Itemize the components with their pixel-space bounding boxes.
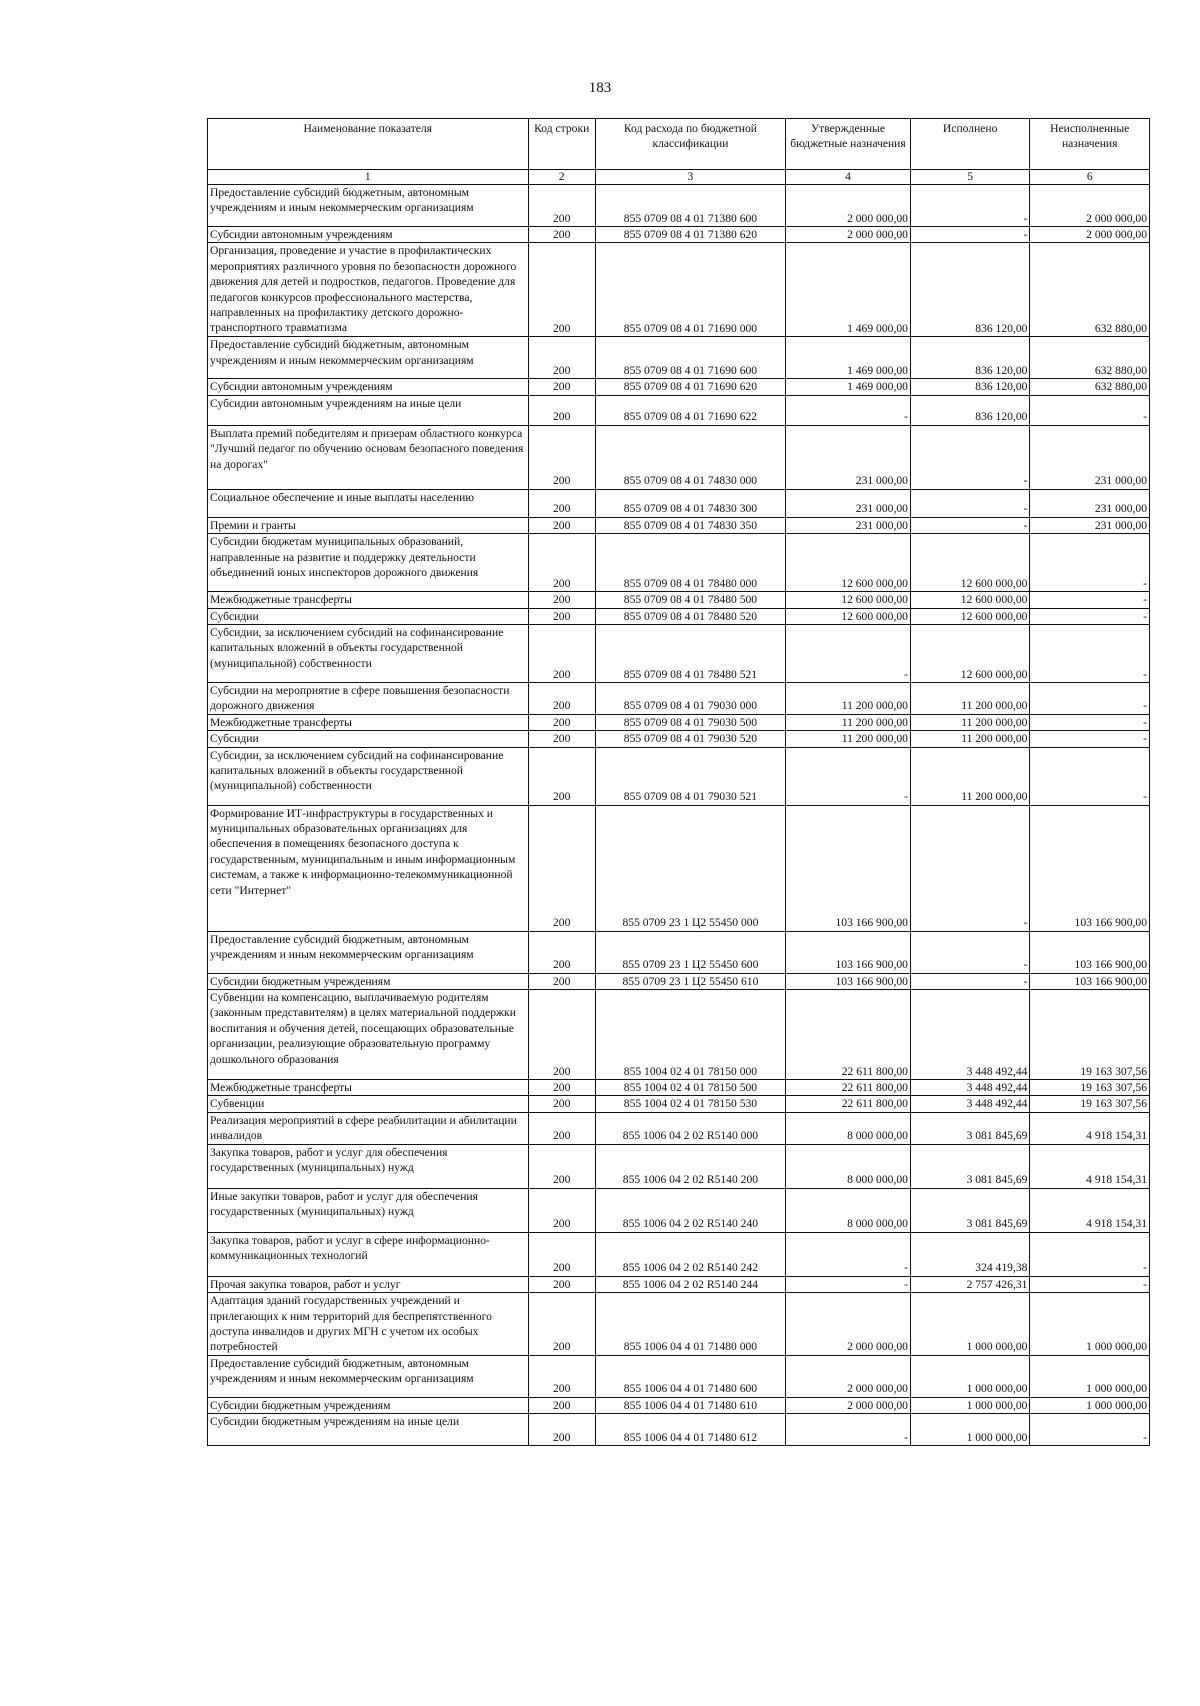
column-number: 3: [595, 170, 785, 185]
row-name: Формирование ИТ-инфраструктуры в государственных и муниципальных образовательных организациях для обеспечения в помещениях безопасного доступа к государственным, муниципальным и иным информационным системам, а также к информационно-телекоммуникационной сети "Интернет": [208, 805, 529, 931]
row-approved: -: [786, 625, 911, 683]
row-executed: 3 081 845,69: [910, 1112, 1030, 1144]
column-number: 6: [1030, 170, 1150, 185]
row-executed: 3 081 845,69: [910, 1144, 1030, 1188]
table-body: [208, 185, 1150, 1446]
table-row: [208, 1144, 1150, 1188]
row-expense-code: 855 1006 04 2 02 R5140 242: [595, 1232, 785, 1276]
row-line-code: 200: [528, 1276, 595, 1292]
table-row: [208, 185, 1150, 227]
row-expense-code: 855 0709 08 4 01 78480 521: [595, 625, 785, 683]
row-expense-code: 855 1006 04 2 02 R5140 200: [595, 1144, 785, 1188]
row-line-code: 200: [528, 592, 595, 608]
row-expense-code: 855 0709 23 1 Ц2 55450 600: [595, 931, 785, 973]
row-expense-code: 855 0709 08 4 01 79030 500: [595, 714, 785, 730]
table-row: [208, 973, 1150, 989]
row-name: Субсидии: [208, 731, 529, 747]
row-unexecuted: 632 880,00: [1030, 379, 1150, 395]
row-executed: 11 200 000,00: [910, 731, 1030, 747]
row-approved: -: [786, 1414, 911, 1446]
row-approved: 2 000 000,00: [786, 1397, 911, 1413]
row-name: Межбюджетные трансферты: [208, 592, 529, 608]
row-name: Иные закупки товаров, работ и услуг для обеспечения государственных (муниципальных) нужд: [208, 1188, 529, 1232]
table-row: [208, 592, 1150, 608]
page-number: 183: [588, 80, 612, 96]
row-line-code: 200: [528, 1355, 595, 1397]
row-name: Субсидии бюджетным учреждениям на иные цели: [208, 1414, 529, 1446]
table-row: [208, 625, 1150, 683]
column-number: 1: [208, 170, 529, 185]
row-name: Субсидии на мероприятие в сфере повышения безопасности дорожного движения: [208, 683, 529, 715]
row-name: Субсидии автономным учреждениям: [208, 227, 529, 243]
row-executed: -: [910, 931, 1030, 973]
row-approved: 231 000,00: [786, 489, 911, 517]
row-expense-code: 855 0709 08 4 01 74830 000: [595, 425, 785, 489]
row-approved: 2 000 000,00: [786, 185, 911, 227]
row-approved: 22 611 800,00: [786, 1096, 911, 1112]
table-row: [208, 534, 1150, 592]
row-name: Субсидии: [208, 608, 529, 624]
row-line-code: 200: [528, 185, 595, 227]
row-approved: 103 166 900,00: [786, 973, 911, 989]
row-line-code: 200: [528, 489, 595, 517]
row-unexecuted: -: [1030, 731, 1150, 747]
row-line-code: 200: [528, 1397, 595, 1413]
row-approved: 103 166 900,00: [786, 805, 911, 931]
row-expense-code: 855 1004 02 4 01 78150 000: [595, 990, 785, 1080]
row-executed: 11 200 000,00: [910, 683, 1030, 715]
row-executed: 836 120,00: [910, 337, 1030, 379]
row-approved: 11 200 000,00: [786, 683, 911, 715]
row-line-code: 200: [528, 683, 595, 715]
row-name: Субсидии бюджетным учреждениям: [208, 973, 529, 989]
row-name: Реализация мероприятий в сфере реабилитации и абилитации инвалидов: [208, 1112, 529, 1144]
row-line-code: 200: [528, 1112, 595, 1144]
row-executed: 2 757 426,31: [910, 1276, 1030, 1292]
row-line-code: 200: [528, 747, 595, 805]
row-expense-code: 855 1006 04 2 02 R5140 240: [595, 1188, 785, 1232]
row-expense-code: 855 0709 08 4 01 79030 000: [595, 683, 785, 715]
row-line-code: 200: [528, 379, 595, 395]
row-unexecuted: -: [1030, 395, 1150, 425]
row-name: Субвенции: [208, 1096, 529, 1112]
row-expense-code: 855 0709 08 4 01 74830 350: [595, 517, 785, 533]
row-unexecuted: 231 000,00: [1030, 425, 1150, 489]
row-expense-code: 855 1006 04 4 01 71480 612: [595, 1414, 785, 1446]
row-executed: 11 200 000,00: [910, 747, 1030, 805]
column-number-row: [208, 170, 1150, 185]
row-line-code: 200: [528, 608, 595, 624]
table-row: [208, 608, 1150, 624]
row-name: Предоставление субсидий бюджетным, автономным учреждениям и иным некоммерческим организациям: [208, 1355, 529, 1397]
row-unexecuted: -: [1030, 747, 1150, 805]
row-expense-code: 855 0709 08 4 01 71380 620: [595, 227, 785, 243]
row-name: Субсидии бюджетным учреждениям: [208, 1397, 529, 1413]
row-expense-code: 855 0709 08 4 01 78480 520: [595, 608, 785, 624]
row-approved: 8 000 000,00: [786, 1112, 911, 1144]
row-unexecuted: 4 918 154,31: [1030, 1112, 1150, 1144]
row-executed: 836 120,00: [910, 379, 1030, 395]
row-unexecuted: 2 000 000,00: [1030, 185, 1150, 227]
table-row: [208, 337, 1150, 379]
row-approved: 22 611 800,00: [786, 990, 911, 1080]
row-line-code: 200: [528, 714, 595, 730]
row-expense-code: 855 1004 02 4 01 78150 530: [595, 1096, 785, 1112]
table-row: [208, 1112, 1150, 1144]
row-approved: 1 469 000,00: [786, 379, 911, 395]
row-approved: 8 000 000,00: [786, 1188, 911, 1232]
row-line-code: 200: [528, 731, 595, 747]
row-unexecuted: 231 000,00: [1030, 517, 1150, 533]
row-executed: 3 448 492,44: [910, 990, 1030, 1080]
table-row: [208, 1232, 1150, 1276]
row-executed: 12 600 000,00: [910, 608, 1030, 624]
row-executed: 836 120,00: [910, 395, 1030, 425]
row-expense-code: 855 0709 08 4 01 74830 300: [595, 489, 785, 517]
table-row: [208, 1397, 1150, 1413]
row-name: Межбюджетные трансферты: [208, 1080, 529, 1096]
row-unexecuted: -: [1030, 608, 1150, 624]
row-name: Организация, проведение и участие в профилактических мероприятиях различного уровня по безопасности дорожного движения для детей и подростков, педагогов. Проведение для педагогов конкурсов профессионального мастерства, направленных на профилактику детского дорожно-транспортного травматизма: [208, 243, 529, 337]
row-expense-code: 855 0709 08 4 01 71690 620: [595, 379, 785, 395]
row-approved: 103 166 900,00: [786, 931, 911, 973]
header-name: Наименование показателя: [208, 119, 529, 170]
row-unexecuted: 19 163 307,56: [1030, 990, 1150, 1080]
row-executed: 1 000 000,00: [910, 1414, 1030, 1446]
header-executed: Исполнено: [910, 119, 1030, 170]
row-executed: 1 000 000,00: [910, 1293, 1030, 1356]
row-executed: -: [910, 425, 1030, 489]
row-line-code: 200: [528, 805, 595, 931]
row-executed: -: [910, 805, 1030, 931]
row-line-code: 200: [528, 517, 595, 533]
table-row: [208, 714, 1150, 730]
row-expense-code: 855 0709 23 1 Ц2 55450 000: [595, 805, 785, 931]
row-executed: 12 600 000,00: [910, 534, 1030, 592]
row-expense-code: 855 1006 04 4 01 71480 600: [595, 1355, 785, 1397]
table-row: [208, 425, 1150, 489]
column-number: 4: [786, 170, 911, 185]
row-unexecuted: -: [1030, 534, 1150, 592]
row-approved: 8 000 000,00: [786, 1144, 911, 1188]
table-row: [208, 395, 1150, 425]
row-line-code: 200: [528, 625, 595, 683]
row-unexecuted: -: [1030, 1414, 1150, 1446]
row-expense-code: 855 1006 04 4 01 71480 610: [595, 1397, 785, 1413]
row-line-code: 200: [528, 1188, 595, 1232]
row-unexecuted: 632 880,00: [1030, 337, 1150, 379]
row-executed: 1 000 000,00: [910, 1397, 1030, 1413]
row-unexecuted: -: [1030, 683, 1150, 715]
row-executed: 12 600 000,00: [910, 625, 1030, 683]
table-row: [208, 805, 1150, 931]
row-expense-code: 855 0709 08 4 01 71380 600: [595, 185, 785, 227]
table-row: [208, 731, 1150, 747]
row-name: Субсидии, за исключением субсидий на софинансирование капитальных вложений в объекты государственной (муниципальной) собственности: [208, 625, 529, 683]
row-executed: 3 448 492,44: [910, 1096, 1030, 1112]
row-line-code: 200: [528, 1144, 595, 1188]
row-name: Прочая закупка товаров, работ и услуг: [208, 1276, 529, 1292]
row-approved: 12 600 000,00: [786, 534, 911, 592]
row-expense-code: 855 1004 02 4 01 78150 500: [595, 1080, 785, 1096]
row-executed: 12 600 000,00: [910, 592, 1030, 608]
row-expense-code: 855 0709 08 4 01 78480 000: [595, 534, 785, 592]
column-number: 5: [910, 170, 1030, 185]
row-name: Выплата премий победителям и призерам областного конкурса "Лучший педагог по обучению основам безопасного поведения на дорогах": [208, 425, 529, 489]
row-expense-code: 855 0709 08 4 01 71690 622: [595, 395, 785, 425]
row-name: Социальное обеспечение и иные выплаты населению: [208, 489, 529, 517]
table-row: [208, 227, 1150, 243]
table-row: [208, 379, 1150, 395]
row-line-code: 200: [528, 1232, 595, 1276]
header-expense-code: Код расхода по бюджетной классификации: [595, 119, 785, 170]
row-line-code: 200: [528, 1414, 595, 1446]
row-approved: -: [786, 395, 911, 425]
row-name: Предоставление субсидий бюджетным, автономным учреждениям и иным некоммерческим организациям: [208, 185, 529, 227]
row-line-code: 200: [528, 990, 595, 1080]
row-executed: 3 081 845,69: [910, 1188, 1030, 1232]
row-approved: 11 200 000,00: [786, 714, 911, 730]
row-approved: 1 469 000,00: [786, 337, 911, 379]
row-unexecuted: 4 918 154,31: [1030, 1188, 1150, 1232]
table-row: [208, 1355, 1150, 1397]
row-unexecuted: 1 000 000,00: [1030, 1355, 1150, 1397]
row-approved: -: [786, 747, 911, 805]
row-executed: 3 448 492,44: [910, 1080, 1030, 1096]
row-approved: 2 000 000,00: [786, 1293, 911, 1356]
row-line-code: 200: [528, 1080, 595, 1096]
header-line-code: Код строки: [528, 119, 595, 170]
row-approved: -: [786, 1232, 911, 1276]
row-name: Адаптация зданий государственных учреждений и прилегающих к ним территорий для беспрепятственного доступа инвалидов и других МГН с учетом их особых потребностей: [208, 1293, 529, 1356]
table-row: [208, 1293, 1150, 1356]
row-unexecuted: 19 163 307,56: [1030, 1096, 1150, 1112]
row-approved: 12 600 000,00: [786, 608, 911, 624]
row-approved: 11 200 000,00: [786, 731, 911, 747]
row-unexecuted: 103 166 900,00: [1030, 931, 1150, 973]
row-line-code: 200: [528, 337, 595, 379]
table-row: [208, 243, 1150, 337]
row-name: Межбюджетные трансферты: [208, 714, 529, 730]
row-expense-code: 855 1006 04 4 01 71480 000: [595, 1293, 785, 1356]
row-executed: -: [910, 185, 1030, 227]
row-expense-code: 855 0709 23 1 Ц2 55450 610: [595, 973, 785, 989]
table-row: [208, 1276, 1150, 1292]
header-row: [208, 119, 1150, 170]
row-approved: 12 600 000,00: [786, 592, 911, 608]
row-unexecuted: -: [1030, 625, 1150, 683]
row-unexecuted: -: [1030, 714, 1150, 730]
row-name: Субсидии, за исключением субсидий на софинансирование капитальных вложений в объекты государственной (муниципальной) собственности: [208, 747, 529, 805]
row-name: Закупка товаров, работ и услуг в сфере информационно-коммуникационных технологий: [208, 1232, 529, 1276]
row-approved: 22 611 800,00: [786, 1080, 911, 1096]
row-expense-code: 855 0709 08 4 01 79030 521: [595, 747, 785, 805]
row-unexecuted: -: [1030, 592, 1150, 608]
row-approved: 2 000 000,00: [786, 227, 911, 243]
row-approved: 231 000,00: [786, 425, 911, 489]
row-expense-code: 855 0709 08 4 01 78480 500: [595, 592, 785, 608]
row-executed: -: [910, 227, 1030, 243]
header-unexecuted: Неисполненные назначения: [1030, 119, 1150, 170]
row-expense-code: 855 0709 08 4 01 79030 520: [595, 731, 785, 747]
row-approved: 231 000,00: [786, 517, 911, 533]
row-executed: 324 419,38: [910, 1232, 1030, 1276]
row-line-code: 200: [528, 931, 595, 973]
row-executed: -: [910, 489, 1030, 517]
table-row: [208, 489, 1150, 517]
row-name: Предоставление субсидий бюджетным, автономным учреждениям и иным некоммерческим организациям: [208, 337, 529, 379]
table-row: [208, 1188, 1150, 1232]
row-expense-code: 855 1006 04 2 02 R5140 000: [595, 1112, 785, 1144]
row-unexecuted: 231 000,00: [1030, 489, 1150, 517]
row-name: Предоставление субсидий бюджетным, автономным учреждениям и иным некоммерческим организациям: [208, 931, 529, 973]
table-row: [208, 747, 1150, 805]
row-approved: 1 469 000,00: [786, 243, 911, 337]
table-row: [208, 1080, 1150, 1096]
header-approved: Утвержденные бюджетные назначения: [786, 119, 911, 170]
row-approved: -: [786, 1276, 911, 1292]
row-approved: 2 000 000,00: [786, 1355, 911, 1397]
row-line-code: 200: [528, 425, 595, 489]
table-row: [208, 931, 1150, 973]
table-row: [208, 1096, 1150, 1112]
row-unexecuted: 19 163 307,56: [1030, 1080, 1150, 1096]
row-unexecuted: -: [1030, 1232, 1150, 1276]
row-name: Премии и гранты: [208, 517, 529, 533]
row-unexecuted: 2 000 000,00: [1030, 227, 1150, 243]
table-row: [208, 990, 1150, 1080]
row-unexecuted: 4 918 154,31: [1030, 1144, 1150, 1188]
row-line-code: 200: [528, 227, 595, 243]
row-line-code: 200: [528, 1293, 595, 1356]
budget-table: [207, 118, 1150, 1446]
column-number: 2: [528, 170, 595, 185]
row-name: Закупка товаров, работ и услуг для обеспечения государственных (муниципальных) нужд: [208, 1144, 529, 1188]
table-row: [208, 1414, 1150, 1446]
row-unexecuted: 1 000 000,00: [1030, 1293, 1150, 1356]
row-line-code: 200: [528, 1096, 595, 1112]
row-name: Субсидии бюджетам муниципальных образований, направленные на развитие и поддержку деятельности объединений юных инспекторов дорожного движения: [208, 534, 529, 592]
row-line-code: 200: [528, 534, 595, 592]
table-row: [208, 683, 1150, 715]
row-executed: 836 120,00: [910, 243, 1030, 337]
row-name: Субвенции на компенсацию, выплачиваемую родителям (законным представителям) в целях материальной поддержки воспитания и обучения детей, посещающих образовательные организации, реализующие образовательную программу дошкольного образования: [208, 990, 529, 1080]
row-expense-code: 855 0709 08 4 01 71690 000: [595, 243, 785, 337]
row-expense-code: 855 1006 04 2 02 R5140 244: [595, 1276, 785, 1292]
row-executed: 11 200 000,00: [910, 714, 1030, 730]
row-unexecuted: -: [1030, 1276, 1150, 1292]
row-unexecuted: 103 166 900,00: [1030, 805, 1150, 931]
row-expense-code: 855 0709 08 4 01 71690 600: [595, 337, 785, 379]
row-name: Субсидии автономным учреждениям на иные цели: [208, 395, 529, 425]
row-name: Субсидии автономным учреждениям: [208, 379, 529, 395]
row-executed: 1 000 000,00: [910, 1355, 1030, 1397]
row-line-code: 200: [528, 395, 595, 425]
row-line-code: 200: [528, 973, 595, 989]
row-line-code: 200: [528, 243, 595, 337]
row-executed: -: [910, 517, 1030, 533]
table-row: [208, 517, 1150, 533]
row-unexecuted: 1 000 000,00: [1030, 1397, 1150, 1413]
row-executed: -: [910, 973, 1030, 989]
row-unexecuted: 632 880,00: [1030, 243, 1150, 337]
row-unexecuted: 103 166 900,00: [1030, 973, 1150, 989]
